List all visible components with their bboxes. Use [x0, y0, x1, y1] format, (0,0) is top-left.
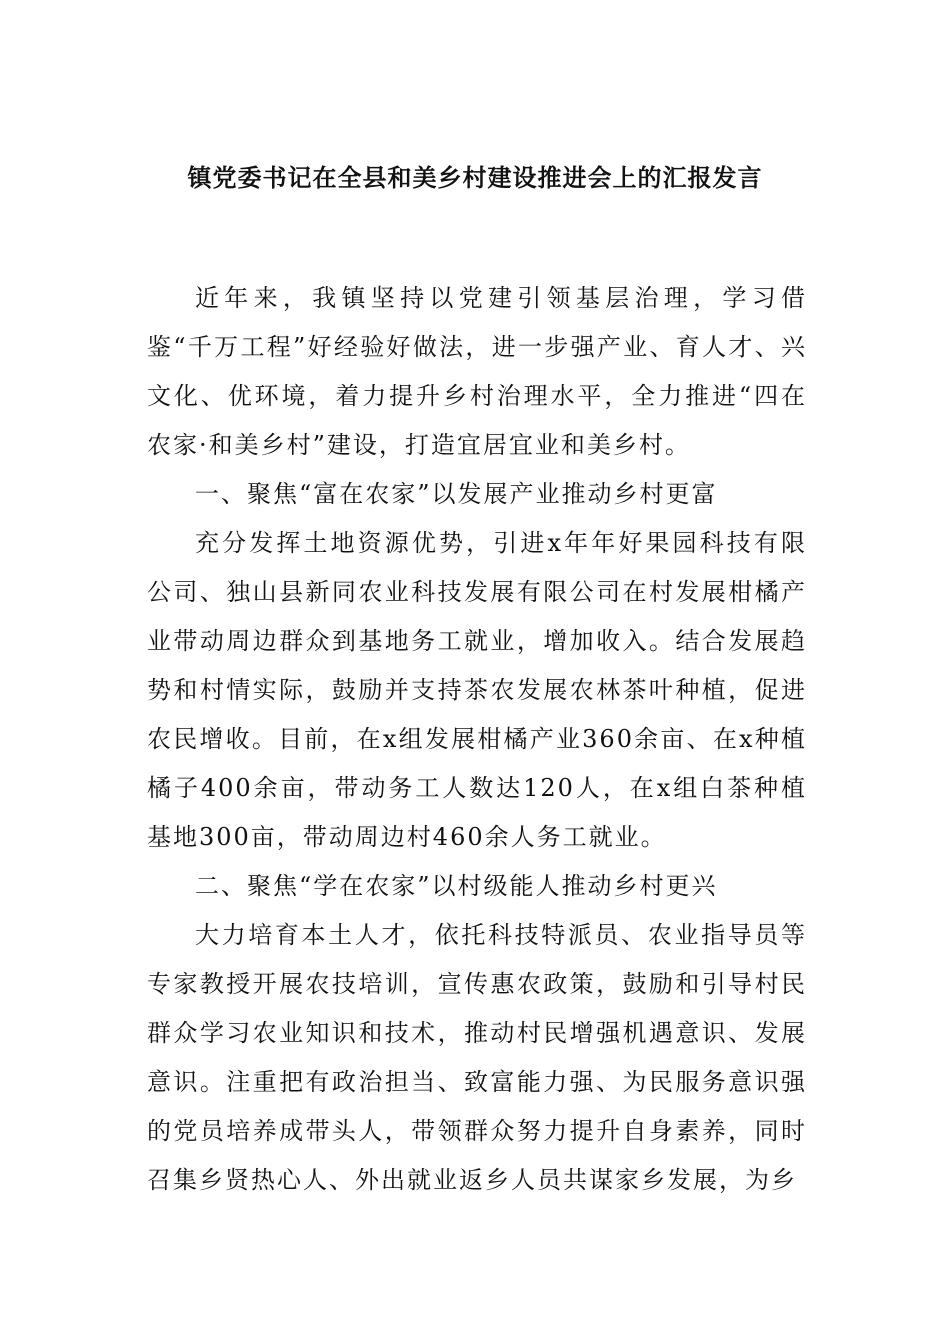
paragraph-section-1: 充分发挥土地资源优势，引进x年年好果园科技有限公司、独山县新同农业科技发展有限公司在村发展柑橘产业带动周边群众到基地务工就业，增加收入。结合发展趋势和村情实际，鼓励并支持茶农发展农林茶叶种植，促进农民增收。目前，在x组发展柑橘产业360余亩、在x种植橘子400余亩，带动务工人数达120人，在x组白茶种植基地300亩，带动周边村460余人务工就业。	[147, 529, 807, 851]
document-title: 镇党委书记在全县和美乡村建设推进会上的汇报发言	[187, 163, 763, 192]
paragraph-section-2: 大力培育本土人才，依托科技特派员、农业指导员等专家教授开展农技培训，宣传惠农政策，鼓励和引导村民群众学习农业知识和技术，推动村民增强机遇意识、发展意识。注重把有政治担当、致富能力强、为民服务意识强的党员培养成带头人，带领群众努力提升自身素养，同时召集乡贤热心人、外出就业返乡人员共谋家乡发展，为乡	[147, 921, 807, 1194]
paragraph-intro: 近年来，我镇坚持以党建引领基层治理，学习借鉴“千万工程”好经验好做法，进一步强产业、育人才、兴文化、优环境，着力提升乡村治理水平，全力推进“四在农家·和美乡村”建设，打造宜居宜业和美乡村。	[147, 284, 807, 459]
section-heading-2: 二、聚焦“学在农家”以村级能人推动乡村更兴	[195, 872, 718, 900]
section-heading-1: 一、聚焦“富在农家”以发展产业推动乡村更富	[195, 480, 718, 508]
document-body	[147, 274, 807, 1205]
